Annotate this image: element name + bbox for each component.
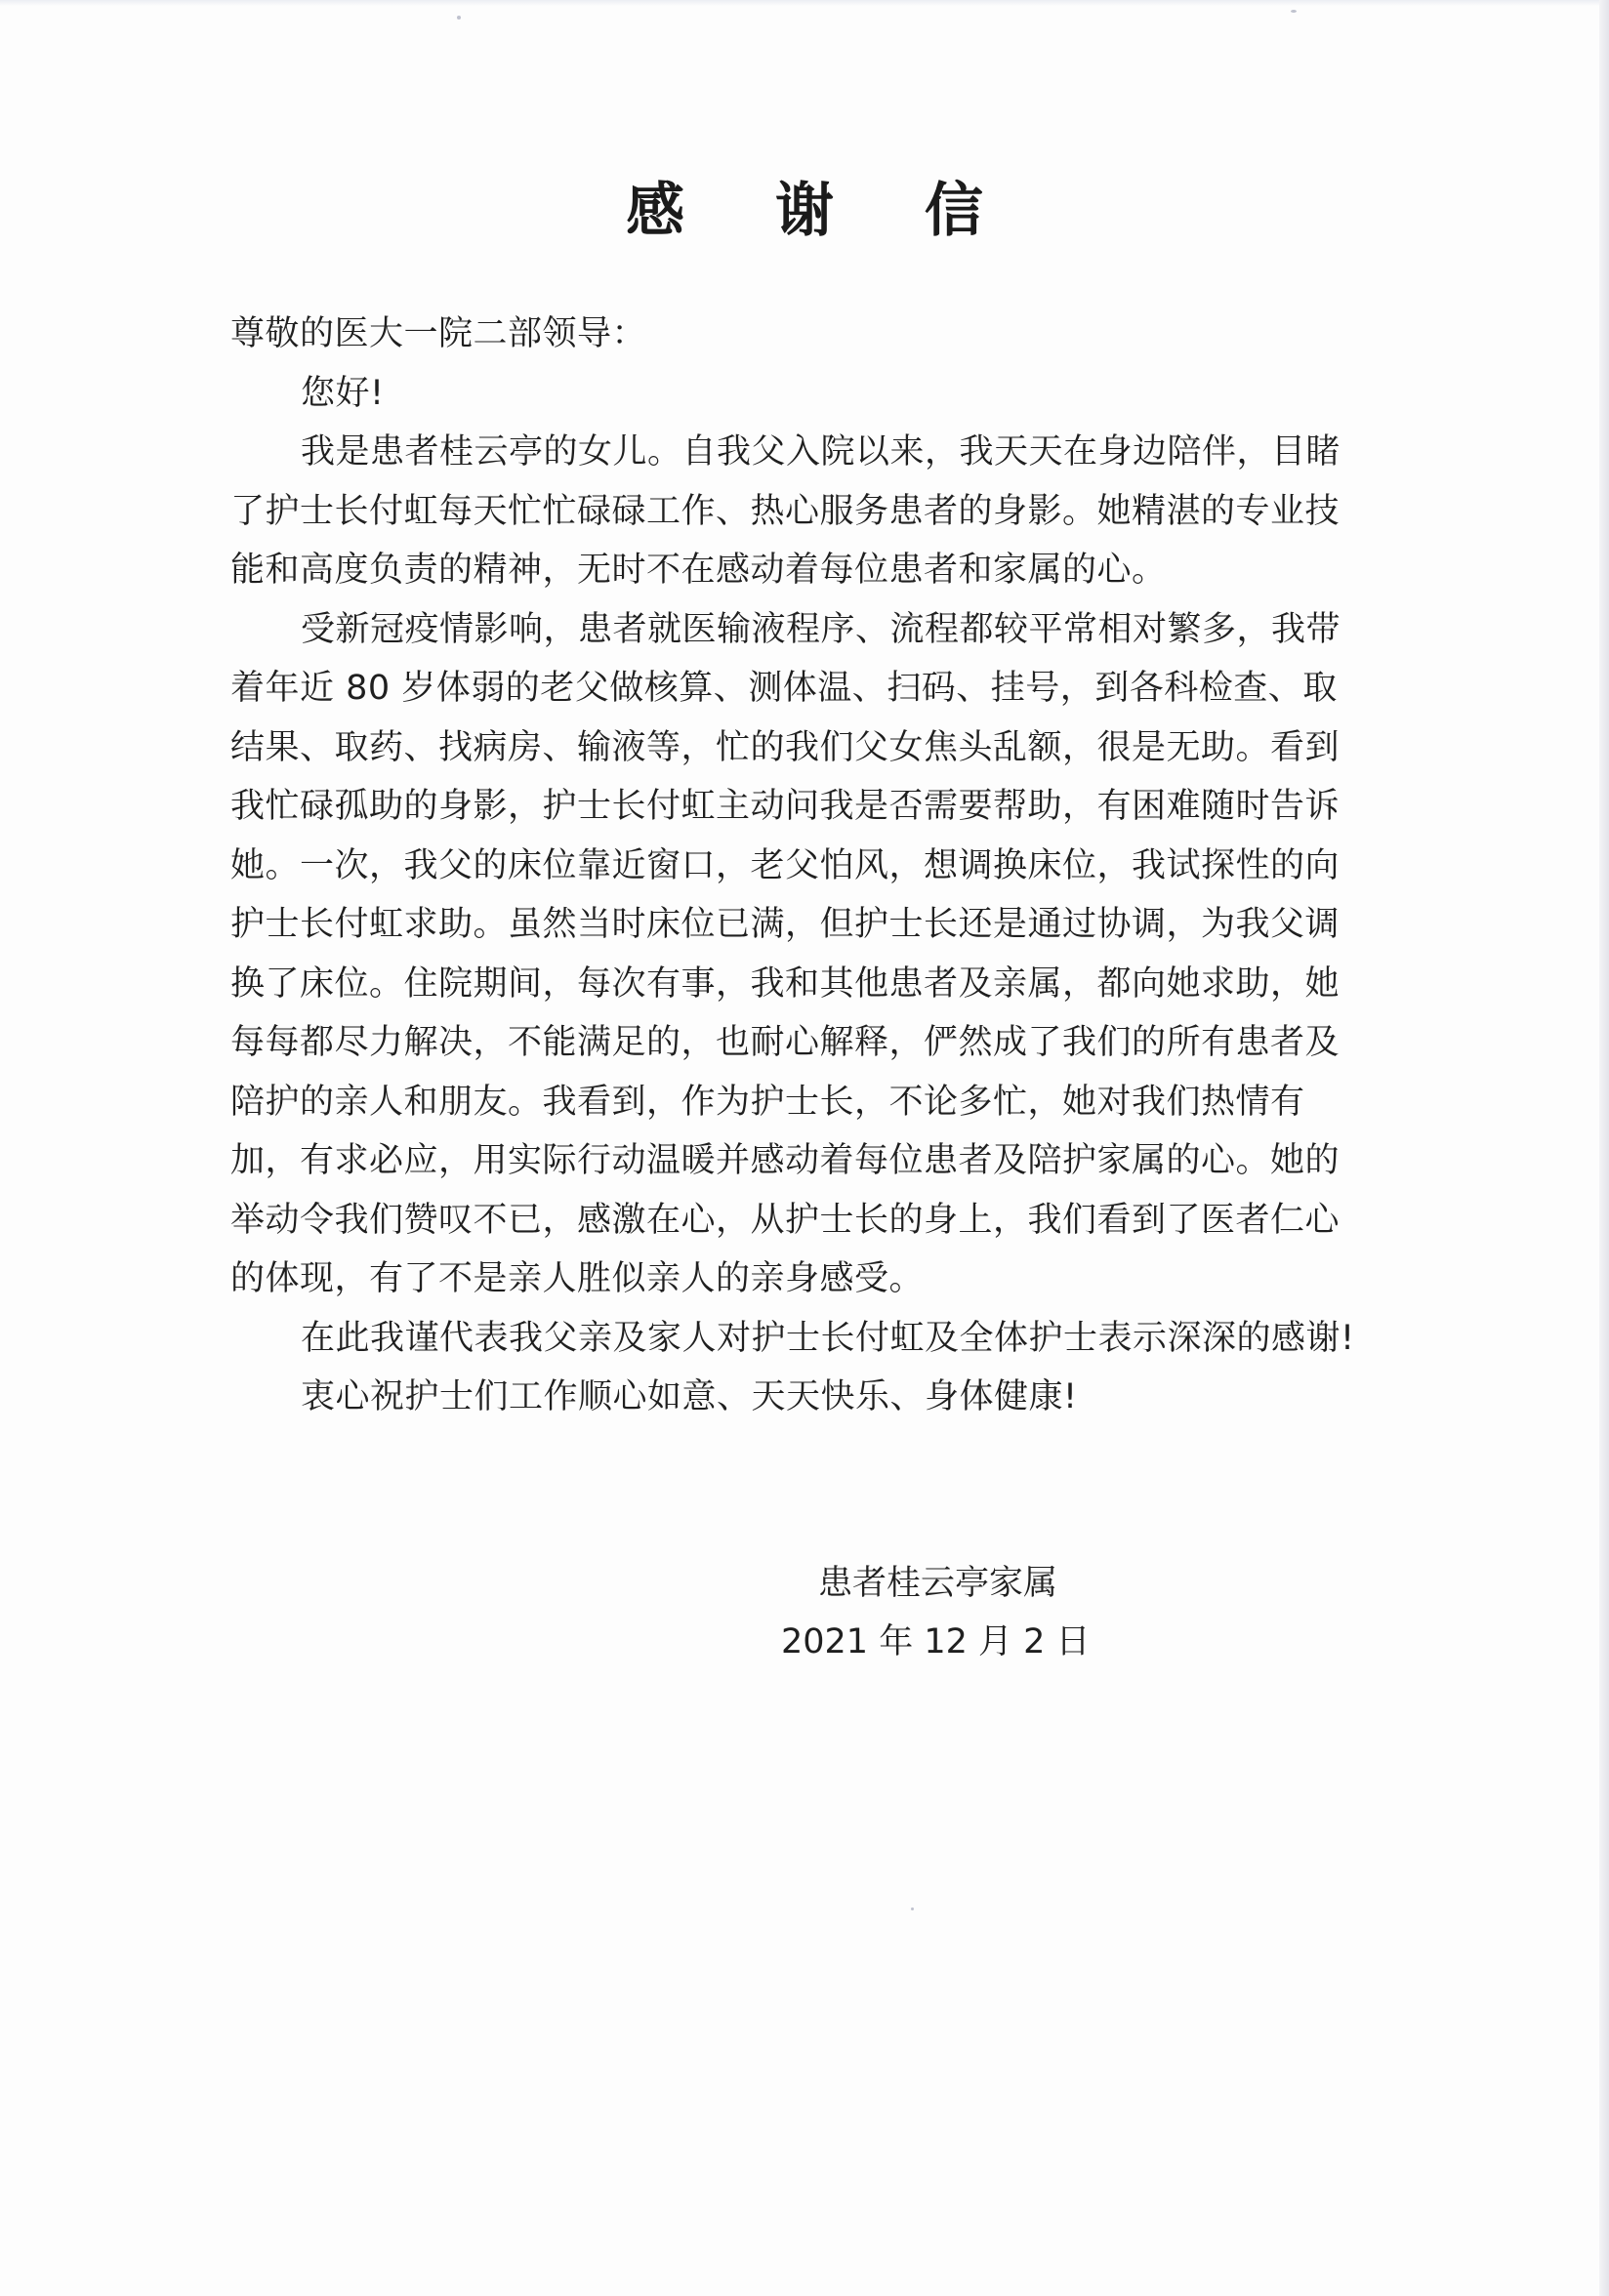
greeting: 您好! <box>301 373 385 413</box>
paragraph: 在此我谨代表我父亲及家人对护士长付虹及全体护士表示深深的感谢! <box>301 1318 1355 1358</box>
scan-edge-right <box>1599 0 1609 2296</box>
paragraph: 衷心祝护士们工作顺心如意、天天快乐、身体健康! <box>301 1377 1078 1416</box>
scan-edge-top <box>0 0 1609 6</box>
paragraph: 受新冠疫情影响，患者就医输液程序、流程都较平常相对繁多，我带着年近 80 岁体弱的老父做核算、测体温、扫码、挂号，到各科检查、取结果、取药、找病房、输液等，忙的我们父女焦头乱额，很是无助。看到我忙碌孤助的身影，护士长付虹主动问我是否需要帮助，有困难随时告诉她。一次，我父的床位靠近窗口，老父怕风，想调换床位，我试探性的向护士长付虹求助。虽然当时床位已满，但护士长还是通过协调，为我父调换了床位。住院期间，每次有事，我和其他患者及亲属，都向她求助，她每每都尽力解决，不能满足的，也耐心解释，俨然成了我们的所有患者及陪护的亲人和朋友。我看到，作为护士长，不论多忙，她对我们热情有加，有求必应，用实际行动温暖并感动着每位患者及陪护家属的心。她的举动令我们赞叹不已，感激在心，从护士长的身上，我们看到了医者仁心的体现，有了不是亲人胜似亲人的亲身感受。 <box>230 609 1341 1298</box>
letter-title: 感 谢 信 <box>626 177 1018 245</box>
letter-date: 2021 年 12 月 2 日 <box>781 1622 1091 1661</box>
signature-block <box>781 1554 1191 1671</box>
scan-speck <box>1291 10 1297 13</box>
scan-speck <box>911 1907 914 1910</box>
scan-speck <box>457 16 461 20</box>
letter-body <box>230 305 1371 1427</box>
signer-name: 患者桂云亭家属 <box>818 1564 1058 1603</box>
salutation: 尊敬的医大一院二部领导： <box>230 314 647 353</box>
paragraph: 我是患者桂云亭的女儿。自我父入院以来，我天天在身边陪伴，目睹了护士长付虹每天忙忙碌碌工作、热心服务患者的身影。她精湛的专业技能和高度负责的精神，无时不在感动着每位患者和家属的心。 <box>230 432 1341 590</box>
